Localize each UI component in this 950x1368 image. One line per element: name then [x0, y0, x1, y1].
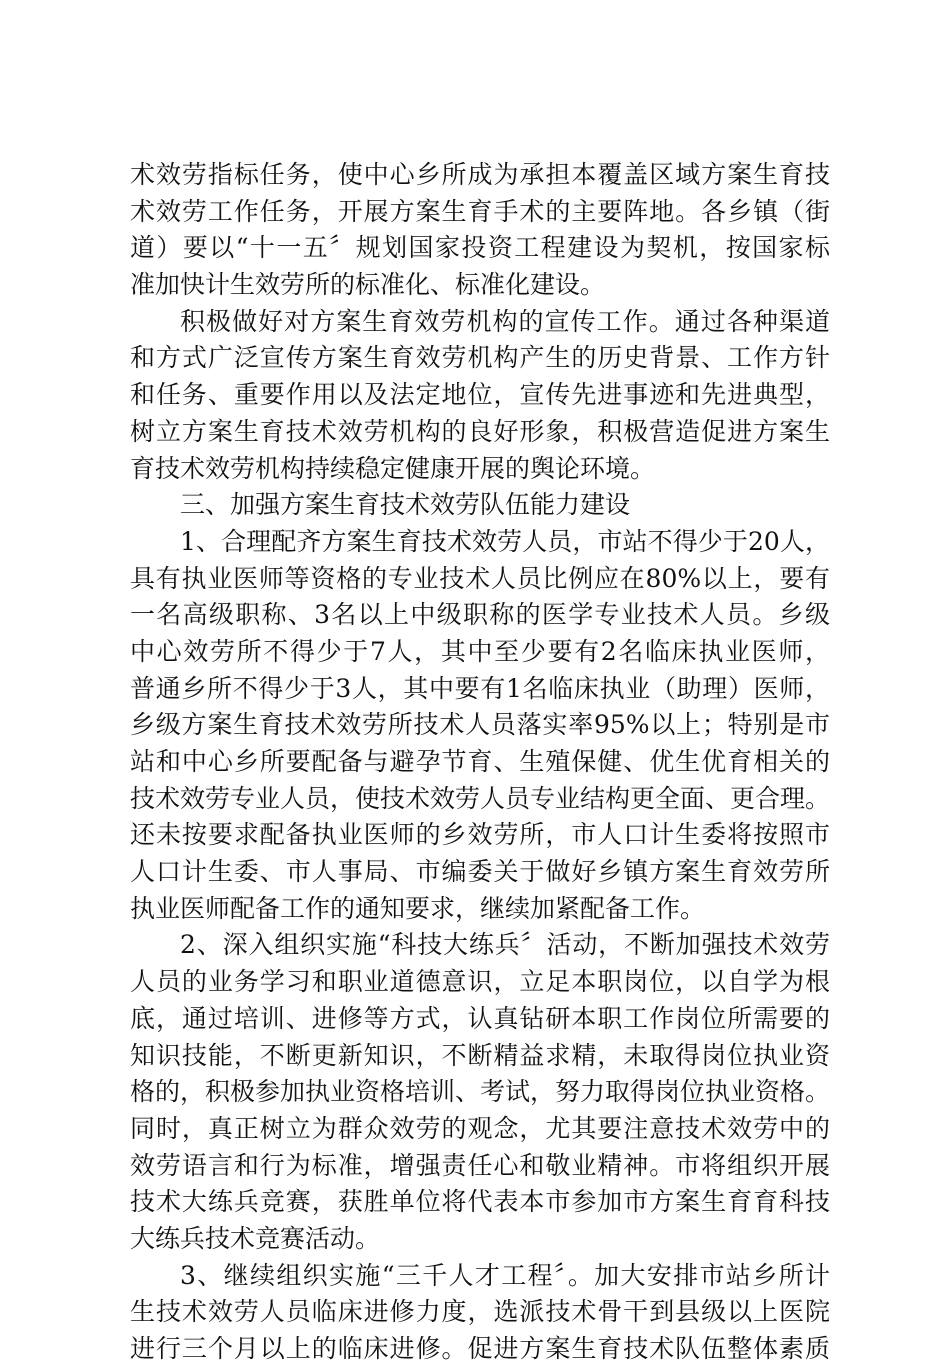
text-line: 2、深入组织实施“科技大练兵〞活动，不断加强技术效劳	[180, 930, 830, 960]
text-line: 生技术效劳人员临床进修力度，选派技术骨干到县级以上医院	[130, 1297, 830, 1327]
text-line: 一名高级职称、3名以上中级职称的医学专业技术人员。乡级	[130, 600, 830, 630]
text-line: 术效劳指标任务，使中心乡所成为承担本覆盖区域方案生育技	[130, 160, 830, 189]
text-line: 术效劳工作任务，开展方案生育手术的主要阵地。各乡镇（街	[130, 196, 830, 226]
text-line: 普通乡所不得少于3人，其中要有1名临床执业（助理）医师，	[130, 673, 830, 703]
text-line: 人口计生委、市人事局、市编委关于做好乡镇方案生育效劳所	[130, 857, 830, 887]
text-line: 树立方案生育技术效劳机构的良好形象，积极营造促进方案生	[130, 416, 830, 446]
text-line: 中心效劳所不得少于7人，其中至少要有2名临床执业医师，	[130, 636, 830, 666]
text-line: 育技术效劳机构持续稳定健康开展的舆论环境。	[130, 453, 656, 483]
text-line: 乡级方案生育技术效劳所技术人员落实率95%以上；特别是市	[130, 710, 830, 740]
text-line: 效劳语言和行为标准，增强责任心和敬业精神。市将组织开展	[130, 1150, 830, 1180]
text-line: 站和中心乡所要配备与避孕节育、生殖保健、优生优育相关的	[130, 747, 830, 776]
text-line: 技术大练兵竞赛，获胜单位将代表本市参加市方案生育育科技	[130, 1187, 830, 1217]
text-line: 同时，真正树立为群众效劳的观念，尤其要注意技术效劳中的	[130, 1113, 830, 1143]
section-heading: 三、加强方案生育技术效劳队伍能力建设	[180, 490, 631, 520]
text-line: 和方式广泛宣传方案生育效劳机构产生的历史背景、工作方针	[130, 343, 830, 373]
text-line: 人员的业务学习和职业道德意识，立足本职岗位，以自学为根	[130, 967, 830, 997]
text-line: 进行三个月以上的临床进修。促进方案生育技术队伍整体素质	[130, 1334, 830, 1363]
text-line: 1、合理配齐方案生育技术效劳人员，市站不得少于20人，	[180, 526, 830, 556]
text-line: 执业医师配备工作的通知要求，继续加紧配备工作。	[130, 893, 706, 923]
text-line: 还未按要求配备执业医师的乡效劳所，市人口计生委将按照市	[130, 820, 830, 850]
text-line: 大练兵技术竞赛活动。	[130, 1223, 381, 1253]
text-line: 技术效劳专业人员，使技术效劳人员专业结构更全面、更合理。	[130, 783, 831, 813]
document-body	[130, 157, 830, 1368]
text-line: 底，通过培训、进修等方式，认真钻研本职工作岗位所需要的	[130, 1003, 830, 1033]
text-line: 和任务、重要作用以及法定地位，宣传先进事迹和先进典型，	[130, 380, 830, 410]
text-line: 具有执业医师等资格的专业技术人员比例应在80%以上，要有	[130, 563, 830, 593]
text-line: 知识技能，不断更新知识，不断精益求精，未取得岗位执业资	[130, 1040, 830, 1070]
text-line: 道）要以“十一五〞规划国家投资工程建设为契机，按国家标	[130, 233, 830, 263]
text-line: 准加快计生效劳所的标准化、标准化建设。	[130, 270, 606, 300]
text-line: 格的，积极参加执业资格培训、考试，努力取得岗位执业资格。	[130, 1077, 831, 1107]
text-line: 积极做好对方案生育效劳机构的宣传工作。通过各种渠道	[180, 306, 830, 336]
text-line: 3、继续组织实施“三千人才工程〞。加大安排市站乡所计	[180, 1260, 830, 1290]
